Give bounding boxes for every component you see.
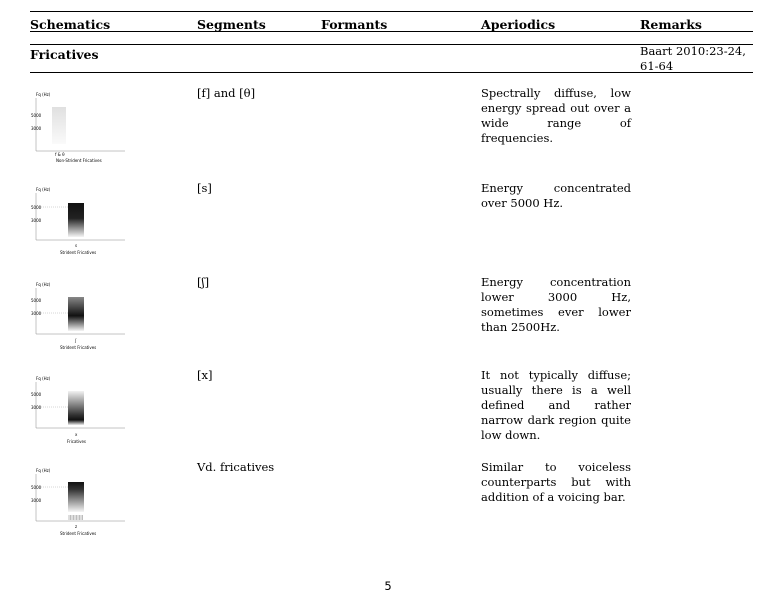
tick-high: 5000 bbox=[31, 298, 42, 303]
spectrogram-schematic bbox=[30, 464, 130, 544]
schematic-caption: Strident Fricatives bbox=[60, 345, 97, 350]
energy-band bbox=[68, 297, 84, 331]
tick-high: 5000 bbox=[31, 205, 42, 210]
top-rule bbox=[30, 11, 753, 12]
page-number: 5 bbox=[384, 579, 392, 593]
segment-row-2: [s] bbox=[197, 181, 212, 195]
tick-low: 3000 bbox=[31, 405, 42, 410]
schematic-row-5 bbox=[30, 464, 130, 544]
aperiodics-row-2: Energy concentrated over 5000 Hz. bbox=[481, 181, 631, 210]
yaxis-label: Fq (Hz) bbox=[36, 282, 51, 287]
tick-high: 5000 bbox=[31, 113, 42, 118]
segment-row-3: [ʃ] bbox=[197, 275, 210, 289]
yaxis-label: Fq (Hz) bbox=[36, 376, 51, 381]
aperiodics-row-4: It not typically diffuse; usually there is a well defined and rather narrow dark region quite low down. bbox=[481, 368, 631, 442]
segment-row-4: [x] bbox=[197, 368, 213, 382]
aperiodics-row-1: Spectrally diffuse, low energy spread out over a wide range of frequencies. bbox=[481, 86, 631, 145]
energy-band bbox=[68, 482, 84, 512]
schematic-row-1 bbox=[30, 88, 130, 168]
segment-row-1: [f] and [θ] bbox=[197, 86, 256, 100]
segment-symbol: s bbox=[75, 243, 78, 248]
segment-symbol: f & θ bbox=[55, 152, 65, 157]
header-remarks: Remarks bbox=[640, 17, 702, 32]
header-aperiodics: Aperiodics bbox=[481, 17, 556, 32]
yaxis-label: Fq (Hz) bbox=[36, 468, 51, 473]
schematic-row-4 bbox=[30, 372, 130, 452]
header-segments: Segments bbox=[197, 17, 266, 32]
voicing-bar bbox=[69, 515, 83, 520]
spectrogram-schematic bbox=[30, 88, 130, 168]
schematic-row-3 bbox=[30, 278, 130, 358]
yaxis-label: Fq (Hz) bbox=[36, 187, 51, 192]
spectrogram-schematic bbox=[30, 183, 130, 263]
tick-low: 3000 bbox=[31, 498, 42, 503]
tick-low: 3000 bbox=[31, 126, 42, 131]
segment-symbol: x bbox=[75, 432, 78, 437]
schematic-caption: Strident Fricatives bbox=[60, 531, 97, 536]
spectrogram-schematic bbox=[30, 372, 130, 452]
schematic-caption: Non-Strident Fricatives bbox=[56, 158, 102, 163]
header-formants: Formants bbox=[321, 17, 388, 32]
segment-symbol: ʃ bbox=[75, 338, 77, 343]
section-title: Fricatives bbox=[30, 47, 99, 62]
yaxis-label: Fq (Hz) bbox=[36, 92, 51, 97]
tick-high: 5000 bbox=[31, 392, 42, 397]
header-schematics: Schematics bbox=[30, 17, 111, 32]
aperiodics-row-5: Similar to voiceless counterparts but with addition of a voicing bar. bbox=[481, 460, 631, 504]
schematic-caption: Fricatives bbox=[67, 439, 87, 444]
aperiodics-row-3: Energy concentration lower 3000 Hz, sometimes ever lower than 2500Hz. bbox=[481, 275, 631, 334]
energy-band bbox=[68, 391, 84, 425]
energy-band bbox=[52, 107, 66, 144]
section-remark: Baart 2010:23-24, 61-64 bbox=[640, 44, 746, 73]
schematic-row-2 bbox=[30, 183, 130, 263]
spectrogram-schematic bbox=[30, 278, 130, 358]
segment-row-5: Vd. fricatives bbox=[197, 460, 275, 474]
tick-low: 3000 bbox=[31, 218, 42, 223]
schematic-caption: Strident Fricatives bbox=[60, 250, 97, 255]
tick-low: 3000 bbox=[31, 311, 42, 316]
tick-high: 5000 bbox=[31, 485, 42, 490]
segment-symbol: z bbox=[75, 524, 78, 529]
energy-band bbox=[68, 203, 84, 237]
